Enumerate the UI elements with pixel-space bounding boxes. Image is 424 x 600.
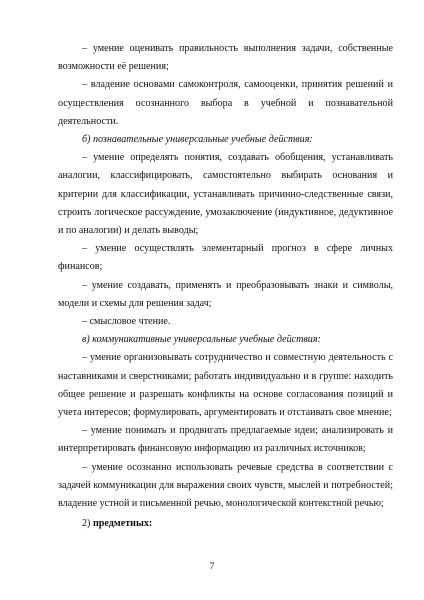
paragraph-cooperation: – умение организовывать сотрудничество и совместную деятельность с наставниками и сверстниками; работать индивидуально и в группе: находить общее решение и разрешать конфликты на основе согласования позиций и учета интересов; формулировать, аргументировать и отстаивать свое мнение; xyxy=(58,352,393,419)
heading-cognitive-actions: б) познавательные универсальные учебные действия: xyxy=(82,134,313,146)
paragraph-symbols: – умение создавать, применять и преобразовывать знаки и символы, модели и схемы для решения задач; xyxy=(58,279,393,309)
item-number: 2) xyxy=(82,518,91,530)
page-number: 7 xyxy=(209,562,215,572)
paragraph-forecast: – умение осуществлять элементарный прогноз в сфере личных финансов; xyxy=(58,243,393,273)
paragraph-ideas: – умение понимать и продвигать предлагаемые идеи; анализировать и интерпретировать финансовую информацию из различных источников; xyxy=(58,425,393,455)
paragraph-concepts: – умение определять понятия, создавать обобщения, устанавливать аналогии, классифицировать, самостоятельно выбирать основания и критерии для классификации, устанавливать причинно-следственные связи, строить логическое рассуждение, умозаключение (индуктивное, дедуктивное и по аналогии) и делать выводы; xyxy=(58,152,393,237)
paragraph-self-assessment: – умение оценивать правильность выполнения задачи, собственные возможности её решения; xyxy=(58,43,393,73)
paragraph-speech: – умение осознанно использовать речевые средства в соответствии с задачей коммуникации для выражения своих чувств, мыслей и потребностей; владение устной и письменной речью, монологической контекстной речью; xyxy=(58,461,393,510)
paragraph-self-control: – владение основами самоконтроля, самооценки, принятия решений и осуществления осознанного выбора в учебной и познавательной деятельности. xyxy=(58,79,393,127)
heading-communicative-actions: в) коммуникативные универсальные учебные действия: xyxy=(82,334,321,346)
paragraph-reading: – смысловое чтение. xyxy=(82,316,171,328)
item-label: предметных: xyxy=(92,518,153,530)
numbered-item-subject xyxy=(58,515,393,533)
